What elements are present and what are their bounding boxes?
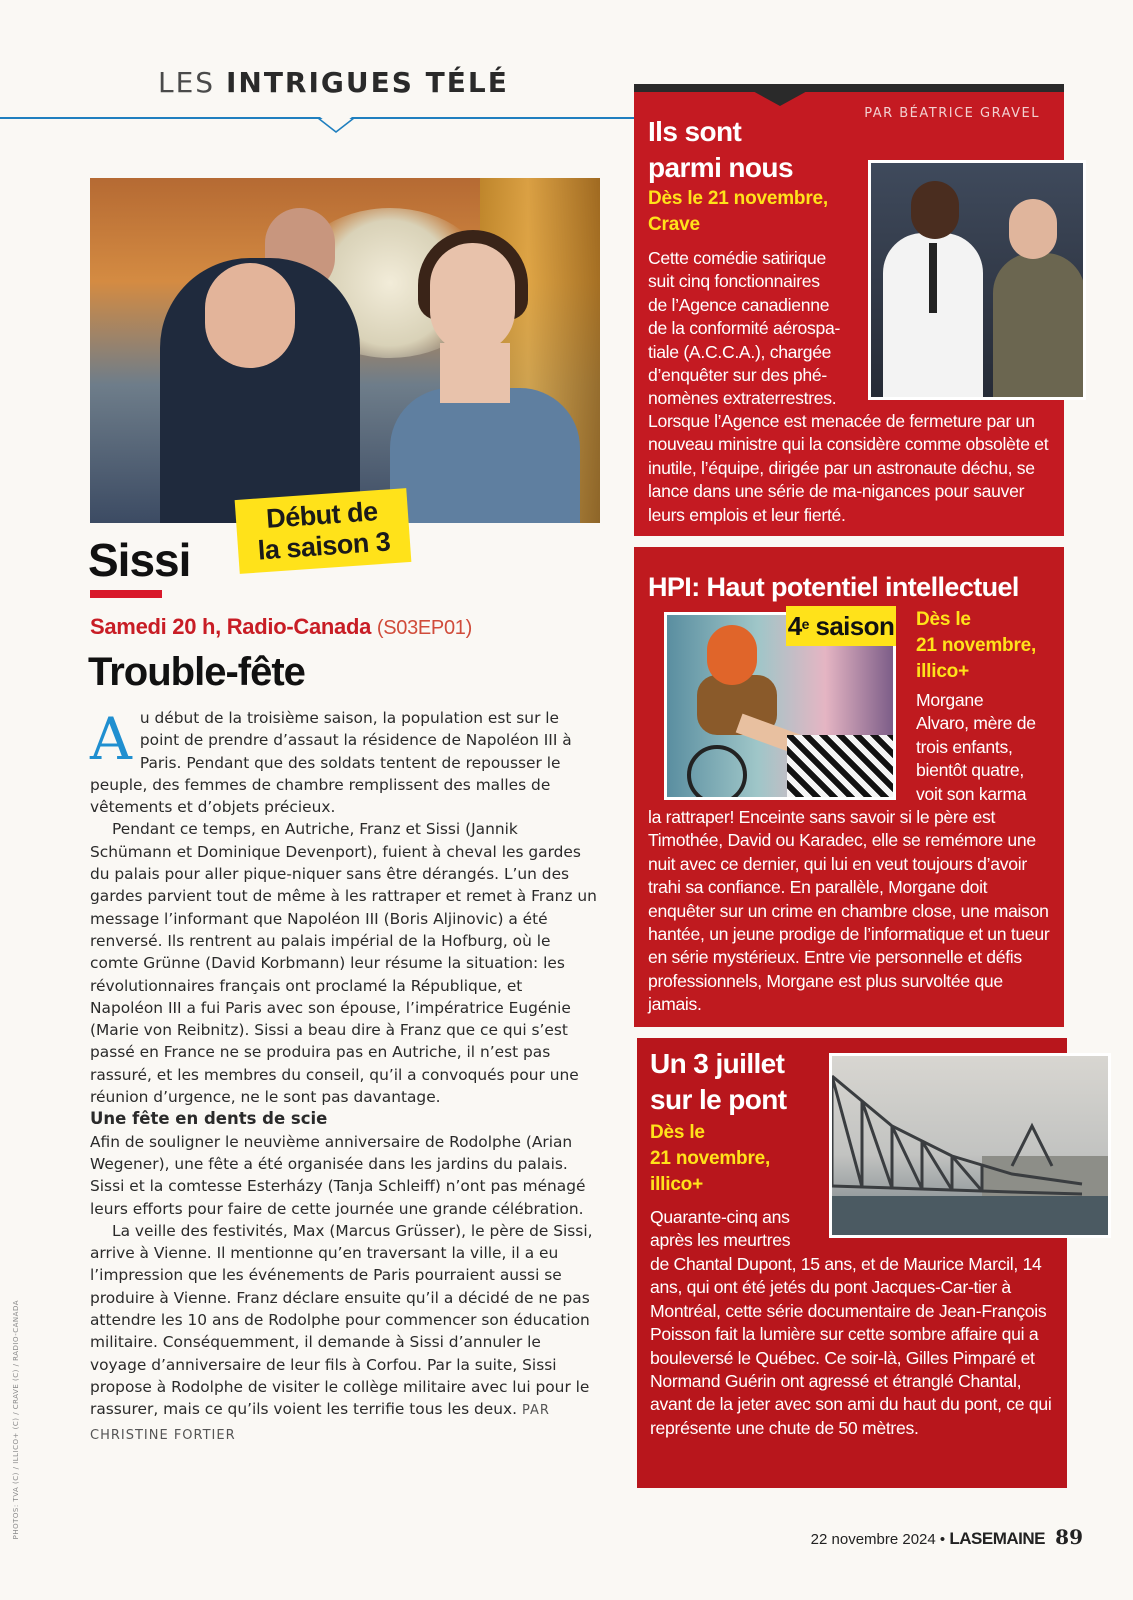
box-date [650,1120,770,1198]
box-title-line: Un 3 juillet [650,1048,785,1079]
article-paragraph [90,1220,600,1447]
photo-figure [390,388,580,523]
box-text: de Chantal Dupont, 15 ans, et de Maurice Marcil, 14 ans, qui ont été jetés du pont Jacques-Car-tier à Montréal, cette série documentaire de Jean-François Poisson fait la lumière sur cette sombre affaire qui a bouleversé le Québec. Ce soir-là, Gilles Pimparé et Normand Guérin ont agressé et étranglé Chantal, avant de la jeter avec son ami du haut du pont, ce qui représente une chute de 50 mètres. [650,1254,1052,1438]
pont-jacques-cartier-photo [829,1053,1111,1238]
box-byline: PAR BÉATRICE GRAVEL [864,106,1040,121]
box-date-line: Crave [648,214,700,235]
photo-figure [1009,199,1057,259]
box-text-wrap [916,689,1056,806]
box-text-line: suit cinq fonctionnaires [648,271,820,292]
badge-number: 4 [787,611,802,641]
box-text: Lorsque l’Agence est menacée de fermeture par un nouveau ministre qui la considère comme obsolète et inutile, l’équipe, dirigée par un astronaute déchu, se lance dans une série de ma-nigances pour sauver leurs emplois et leur fierté. [648,411,1049,525]
photo-figure [205,263,295,368]
box-text-line: de la conformité aérospa- [648,318,841,339]
box-title-line: sur le pont [650,1084,787,1115]
box-text-line: Morgane [916,690,984,710]
box-text-line: voit son karma [916,783,1027,804]
box-text-wrap [648,247,853,411]
photo-zebra-pattern [787,735,896,800]
box-notch-icon [740,84,820,108]
box-date [648,186,828,238]
badge-word: saison [815,611,895,641]
photo-figure [929,243,937,313]
episode-code: (S03EP01) [376,617,472,639]
article-paragraph [90,707,600,818]
box-text-line: Quarante-cinq ans [650,1207,790,1227]
box-title: HPI: Haut potentiel intellectuel [648,572,1019,602]
ils-sont-parmi-nous-photo [868,160,1086,400]
footer-separator: • [939,1531,946,1548]
article-byline: PAR CHRISTINE FORTIER [90,1403,550,1443]
photo-bicycle-wheel [687,745,747,800]
airing-time: Samedi 20 h, Radio-Canada [90,614,372,639]
photo-figure [430,243,515,353]
season-badge [235,488,412,574]
photo-credit: PHOTOS: TVA (C) / ILLICO+ (C) / CRAVE (C) / RADIO-CANADA [12,1300,20,1540]
box-date-line: Dès le [916,609,971,630]
box-text-line: d’enquêter sur des phé- [648,365,827,386]
box-date-line: illico+ [650,1174,703,1195]
box-text-line: de l’Agence canadienne [648,294,830,315]
box-text-line: trois enfants, [916,736,1013,757]
box-top-bar [634,84,1064,92]
box-text-line: Cette comédie satirique [648,248,826,268]
sissi-photo [90,178,600,523]
box-text-line: nomènes extraterrestres. [648,388,837,409]
article-paragraph: Afin de souligner le neuvième anniversaire de Rodolphe (Arian Wegener), une fête a été organisée dans les jardins du palais. Sissi et la comtesse Esterházy (Tanja Schleiff) n’ont pas ménagé leurs efforts pour faire de cette journée une grande célébration. [90,1132,586,1218]
badge-superscript: e [801,616,809,632]
page-number: 89 [1055,1525,1083,1549]
airing-info [90,614,472,640]
drop-cap: A [90,705,132,773]
box-date-line: Dès le 21 novembre, [648,188,828,209]
box-title-line: Ils sont [648,116,742,147]
article-paragraph-text: u début de la troisième saison, la population est sur le point de prendre d’assaut la résidence de Napoléon III à Paris. Pendant que des soldats tentent de repousser le peuple, des femmes de chambre remplissent des malles de vêtements et d’objets précieux. [90,709,572,817]
section-header-light: LES [158,66,216,99]
article-paragraph-text: La veille des festivités, Max (Marcus Grüsser), le père de Sissi, arrive à Vienne. Il mentionne qu’en traversant la ville, il a eu l’impression que les événements de Paris pourraient aussi se produire à Vienne. Franz déclare ensuite qu’il a décidé de ne pas attendre les 10 ans de Rodolphe pour commencer son éducation militaire. Conséquemment, il demande à Sissi d’annuler le voyage d’anniversaire de leur fils à Corfou. Par la suite, Sissi propose à Rodolphe de visiter le collège militaire avec lui pour le rassurer, mais ce qu’ils voient les terrifie tous les deux. [90,1221,593,1419]
box-date [916,607,1036,685]
issue-date: 22 novembre 2024 [810,1531,936,1548]
article-body [90,707,600,1447]
season-badge-line2: la saison 3 [256,526,392,566]
season-badge-line1: Début de [265,496,379,534]
show-title-underline [90,590,162,598]
box-text: la rattraper! Enceinte sans savoir si le père est Timothée, David ou Karadec, elle se remémore une nuit avec ce dernier, qui lui en veut toujours d’avoir trahi sa confiance. En parallèle, Morgane doit enquêter sur un crime en chambre close, une maison hantée, un jeune prodige de l’informatique et un tueur en série mystérieux. Entre vie personnelle et défis professionnels, Morgane est plus survoltée que jamais. [648,807,1050,1015]
box-date-line: illico+ [916,661,969,682]
section-header-bold: INTRIGUES TÉLÉ [225,66,509,99]
article-headline: Trouble-fête [88,650,305,694]
photo-figure [993,253,1085,400]
show-title: Sissi [88,534,191,586]
season-4-badge [786,606,896,646]
section-header [158,66,509,99]
box-title [648,114,793,186]
article-subhead: Une fête en dents de scie [90,1109,328,1129]
box-date-line: Dès le [650,1122,705,1143]
box-date-line: 21 novembre, [916,635,1037,656]
header-notch-icon [318,113,354,133]
box-text-wrap [650,1206,830,1253]
box-text-line: après les meurtres [650,1230,791,1251]
photo-figure [911,181,959,239]
box-text-line: Alvaro, mère de [916,713,1036,734]
article-paragraph: Pendant ce temps, en Autriche, Franz et Sissi (Jannik Schümann et Dominique Devenport), fuient à cheval les gardes du palais pour aller pique-niquer sans être dérangés. L’un des gardes parvient tout de même à les rattraper et remet à Franz un message l’informant que Napoléon III (Boris Aljinovic) a été renversé. Ils rentrent au palais impérial de la Hofburg, où le comte Grünne (David Korbmann) leur résume la situation: les révolutionnaires français ont proclamé la République, et Napoléon III a fui Paris avec son épouse, l’impératrice Eugénie (Marie von Reibnitz). Sissi a beau dire à Franz que ce qui s’est passé en France ne se produira pas en Autriche, il n’est pas rassuré, et les membres du conseil, qu’il a convoqués pour une réunion d’urgence, ne le sont pas davantage. [90,820,597,1107]
magazine-brand: LASEMAINE [949,1529,1045,1548]
box-title [650,1046,787,1118]
box-title-line: parmi nous [648,152,793,183]
box-text-line: bientôt quatre, [916,760,1024,781]
box-date-line: 21 novembre, [650,1148,771,1169]
page-footer [811,1525,1083,1549]
bridge-structure-icon [832,1056,1111,1238]
box-text-line: tiale (A.C.C.A.), chargée [648,341,832,362]
photo-figure [707,625,757,685]
